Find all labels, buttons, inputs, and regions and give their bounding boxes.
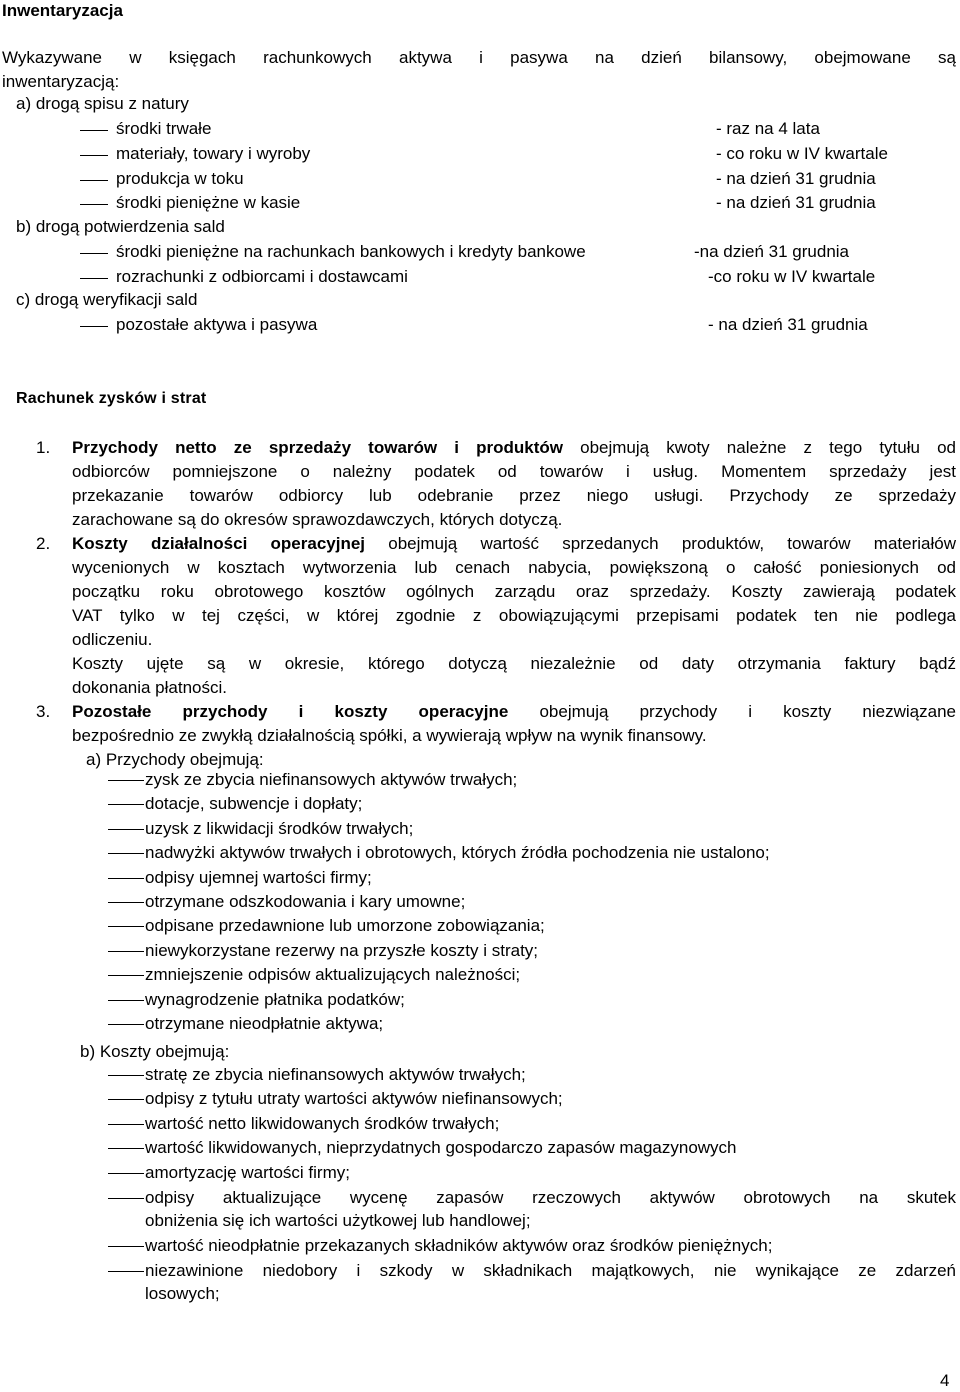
p2-line: początku roku obrotowego kosztów ogólnych zarządu oraz sprzedaży. Koszty zawierają podatek [72, 582, 956, 601]
dash-bullet [108, 1000, 144, 1001]
list-item: zysk ze zbycia niefinansowych aktywów trwałych; [145, 770, 518, 789]
list-item: zmniejszenie odpisów aktualizujących należności; [145, 965, 521, 985]
p1-bold: Przychody netto ze sprzedaży towarów i produktów [72, 438, 563, 457]
dash-bullet [108, 878, 144, 879]
dash-bullet [80, 130, 108, 131]
page-number: 4 [940, 1371, 950, 1390]
item-when: - co roku w IV kwartale [716, 144, 888, 163]
section-heading: Rachunek zysków i strat [16, 390, 207, 407]
dash-bullet [108, 1198, 144, 1199]
list-b-label: b) Koszty obejmują: [80, 1042, 230, 1061]
dash-bullet [108, 926, 144, 927]
dash-bullet [108, 951, 144, 952]
list-b-item: wartość nieodpłatnie przekazanych składników aktywów oraz środków pieniężnych; [145, 1236, 773, 1255]
list-b-item: odpisy aktualizujące wycenę zapasów rzeczowych aktywów obrotowych na skutek [145, 1188, 956, 1207]
item-when: - na dzień 31 grudnia [708, 315, 868, 334]
p2-extra-last: dokonania płatności. [72, 678, 228, 697]
list-item: wartość netto likwidowanych środków trwałych; [145, 1113, 500, 1133]
p1-line: przekazanie towarów odbiorcy lub odebranie przez niego usługi. Przychody ze sprzedaży [72, 486, 956, 505]
item-name: środki pieniężne na rachunkach bankowych i kredyty bankowe [116, 242, 586, 261]
intro-line-1: Wykazywane w księgach rachunkowych aktywa i pasywa na dzień bilansowy, obejmowane są [2, 48, 956, 67]
item-name: pozostałe aktywa i pasywa [116, 315, 318, 334]
p2-rest: obejmują wartość sprzedanych produktów, towarów materiałów [365, 534, 956, 553]
dash-bullet [80, 204, 108, 205]
dash-bullet [108, 1148, 144, 1149]
item-name: produkcja w toku [116, 169, 244, 188]
dash-bullet [108, 1075, 144, 1076]
list-item: odpisy ujemnej wartości firmy; [145, 867, 372, 887]
list-item: otrzymane nieodpłatnie aktywa; [145, 1014, 384, 1033]
dash-bullet [80, 326, 108, 327]
item-when: -na dzień 31 grudnia [694, 242, 850, 261]
p3-bold: Pozostałe przychody i koszty operacyjne [72, 702, 509, 721]
list-item: otrzymane odszkodowania i kary umowne; [145, 892, 466, 911]
p2-bold: Koszty działalności operacyjnej [72, 534, 366, 553]
item-when: - raz na 4 lata [716, 119, 820, 138]
p3-last: bezpośrednio ze zwykłą działalnością spółki, a wywierają wpływ na wynik finansowy. [72, 726, 707, 745]
list-b-item-cont: losowych; [145, 1284, 220, 1303]
p3-rest: obejmują przychody i koszty niezwiązane [508, 702, 956, 721]
p2-last: odliczeniu. [72, 630, 153, 649]
dash-bullet [108, 902, 144, 903]
list-item: odpisy z tytułu utraty wartości aktywów niefinansowych; [145, 1089, 563, 1109]
section-a-label: a) drogą spisu z natury [16, 94, 189, 113]
p3-number: 3. [36, 702, 51, 721]
list-item: wynagrodzenie płatnika podatków; [145, 989, 405, 1009]
list-a-label: a) Przychody obejmują: [86, 750, 264, 769]
dash-bullet [108, 1099, 144, 1100]
dash-bullet [80, 278, 108, 279]
item-name: środki pieniężne w kasie [116, 193, 301, 212]
p2-line: VAT tylko w tej części, w której zgodnie z obowiązującymi przepisami podatek ten nie podlega [72, 606, 956, 625]
list-item: nadwyżki aktywów trwałych i obrotowych, których źródła pochodzenia nie ustalono; [145, 843, 770, 863]
list-item: amortyzację wartości firmy; [145, 1162, 350, 1182]
dash-bullet [108, 780, 144, 781]
list-item: stratę ze zbycia niefinansowych aktywów trwałych; [145, 1065, 526, 1084]
dash-bullet [108, 975, 144, 976]
item-name: rozrachunki z odbiorcami i dostawcami [116, 267, 408, 286]
item-name: środki trwałe [116, 119, 212, 138]
dash-bullet [108, 1024, 144, 1025]
p2-extra-line: Koszty ujęte są w okresie, którego dotyczą niezależnie od daty otrzymania faktury bądź [72, 654, 956, 673]
p1-last: zarachowane są do okresów sprawozdawczych, których dotyczą. [72, 510, 563, 529]
dash-bullet [108, 829, 144, 830]
p2-number: 2. [36, 534, 51, 553]
dash-bullet [80, 253, 108, 254]
p1-line: odbiorców pomniejszone o należny podatek od towarów i usług. Momentem sprzedaży jest [72, 462, 956, 481]
p1-line-1 [72, 436, 956, 460]
p2-line-1 [72, 532, 956, 556]
list-item: niewykorzystane rezerwy na przyszłe koszty i straty; [145, 940, 539, 960]
p3-line-1 [72, 700, 956, 724]
p1-rest: obejmują kwoty należne z tego tytułu od [562, 438, 956, 457]
dash-bullet [108, 1246, 144, 1247]
dash-bullet [108, 853, 144, 854]
item-name: materiały, towary i wyroby [116, 144, 311, 163]
item-when: -co roku w IV kwartale [708, 267, 876, 286]
page-title: Inwentaryzacja [2, 1, 123, 20]
item-when: - na dzień 31 grudnia [716, 169, 876, 188]
dash-bullet [80, 155, 108, 156]
list-item: odpisane przedawnione lub umorzone zobowiązania; [145, 916, 545, 936]
section-c-label: c) drogą weryfikacji sald [16, 290, 198, 309]
list-b-item: niezawinione niedobory i szkody w składnikach majątkowych, nie wynikające ze zdarzeń [145, 1261, 956, 1280]
list-b-item-cont: obniżenia się ich wartości użytkowej lub handlowej; [145, 1211, 531, 1230]
p1-number: 1. [36, 438, 51, 457]
list-item: dotacje, subwencje i dopłaty; [145, 794, 363, 814]
dash-bullet [108, 1124, 144, 1125]
section-b-label: b) drogą potwierdzenia sald [16, 217, 225, 236]
list-item: wartość likwidowanych, nieprzydatnych gospodarczo zapasów magazynowych [145, 1138, 737, 1158]
dash-bullet [80, 180, 108, 181]
intro-line-2: inwentaryzacją: [2, 72, 120, 91]
list-item: uzysk z likwidacji środków trwałych; [145, 818, 414, 838]
dash-bullet [108, 1271, 144, 1272]
dash-bullet [108, 1173, 144, 1174]
dash-bullet [108, 804, 144, 805]
item-when: - na dzień 31 grudnia [716, 193, 876, 212]
p2-line: wycenionych w kosztach wytworzenia lub cenach nabycia, powiększoną o całość poniesionych od [72, 558, 956, 577]
